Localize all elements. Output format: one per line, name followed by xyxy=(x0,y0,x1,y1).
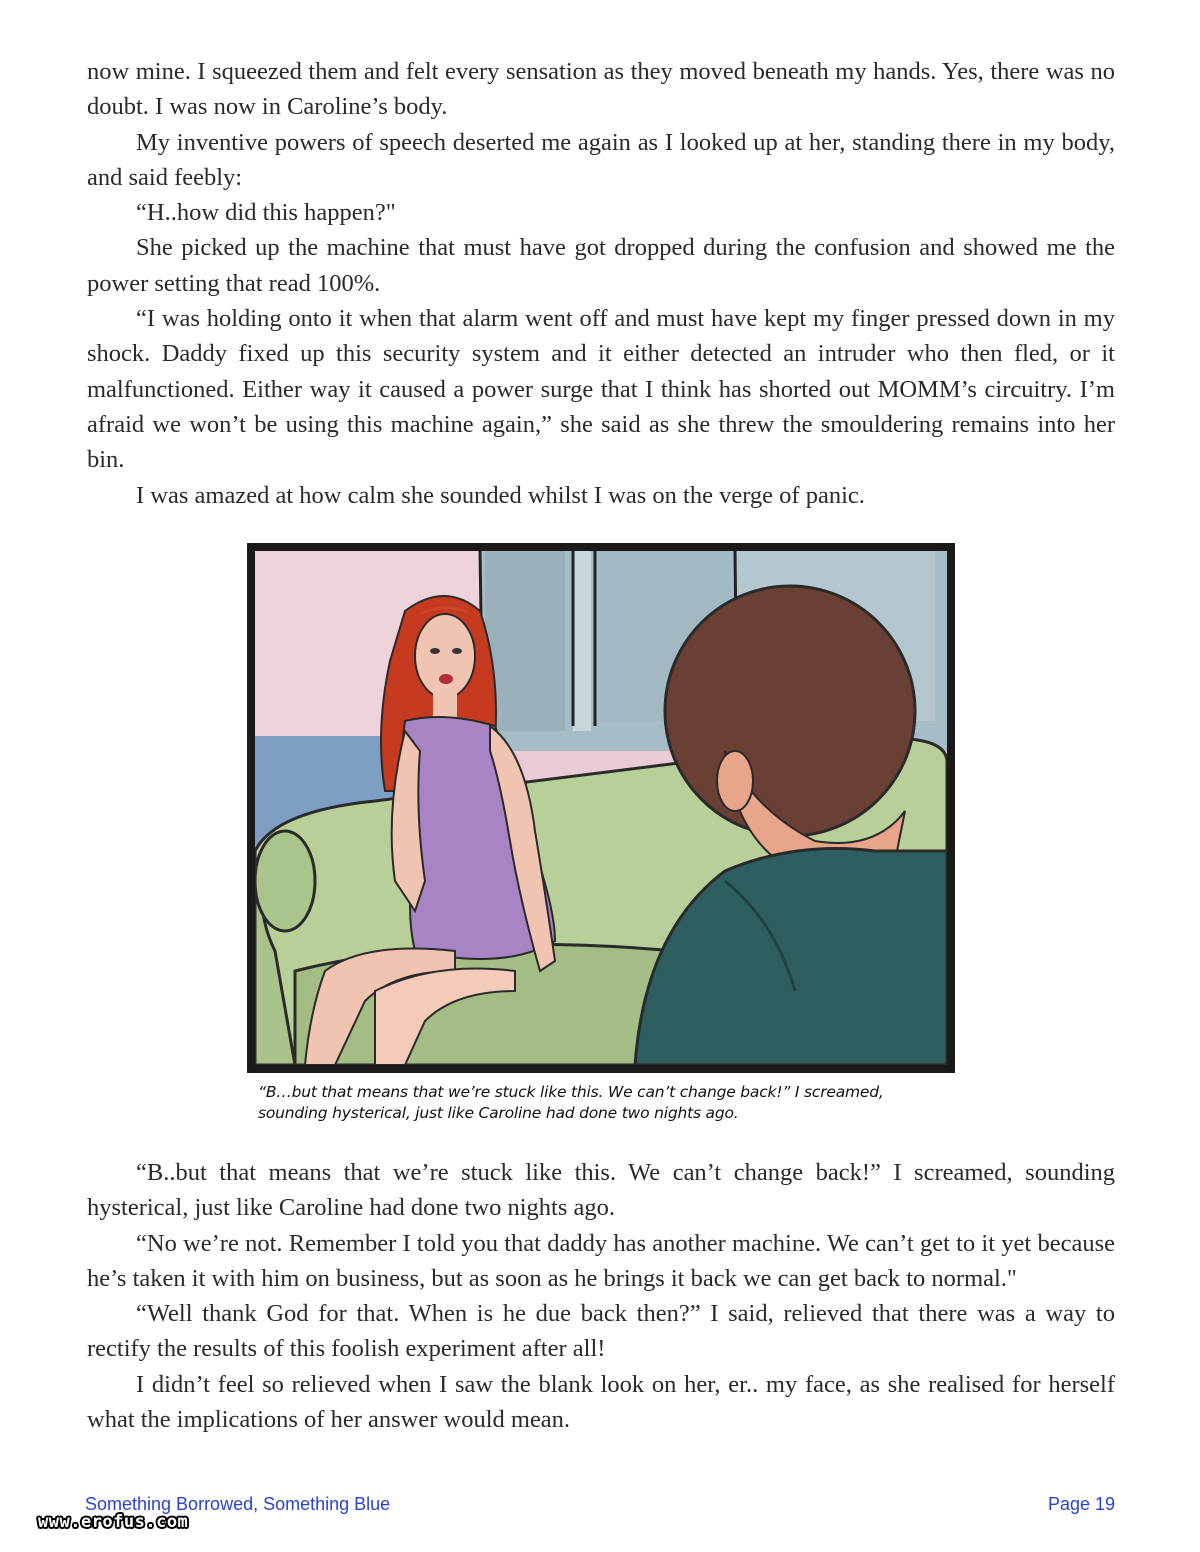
paragraph: I was amazed at how calm she sounded whilst I was on the verge of panic. xyxy=(136,481,865,509)
body-text-top xyxy=(87,54,1115,513)
paragraph: She picked up the machine that must have got dropped during the confusion and showed me the power setting that read 100%. xyxy=(87,234,1115,297)
footer-book-title: Something Borrowed, Something Blue xyxy=(85,1494,391,1514)
paragraph: My inventive powers of speech deserted me again as I looked up at her, standing there in my body, and said feebly: xyxy=(87,128,1115,191)
paragraph: “B..but that means that we’re stuck like this. We can’t change back!” I screamed, sounding hysterical, just like Caroline had done two nights ago. xyxy=(87,1159,1115,1222)
comic-illustration xyxy=(247,543,955,1073)
paragraph: I didn’t feel so relieved when I saw the blank look on her, er.. my face, as she realised for herself what the implications of her answer would mean. xyxy=(87,1370,1115,1434)
body-text-bottom xyxy=(87,1155,1115,1437)
paragraph: “No we’re not. Remember I told you that daddy has another machine. We can’t get to it yet because he’s taken it with him on business, but as soon as he brings it back we can get back to normal." xyxy=(87,1229,1115,1292)
paragraph: “I was holding onto it when that alarm went off and must have kept my finger pressed down in my shock. Daddy fixed up this security system and it either detected an intruder who then fled, or it malfunctioned. Either way it caused a power surge that I think has shorted out MOMM’s circuitry. I’m afraid we won’t be using this machine again,” she said as she threw the smouldering remains into her bin. xyxy=(87,305,1115,474)
comic-scene xyxy=(255,551,947,1065)
paragraph: “H..how did this happen?" xyxy=(136,199,396,227)
watermark: www.erofus.com xyxy=(38,1512,189,1532)
footer-page-number: Page 19 xyxy=(1047,1494,1115,1514)
illustration-caption: “B…but that means that we’re stuck like this. We can’t change back!” I screamed, sounding hysterical, just like Caroline had done two nights ago. xyxy=(258,1083,884,1122)
paragraph: now mine. I squeezed them and felt every sensation as they moved beneath my hands. Yes, there was no doubt. I was now in Caroline’s body. xyxy=(87,58,1115,121)
paragraph: “Well thank God for that. When is he due back then?” I said, relieved that there was a way to rectify the results of this foolish experiment after all! xyxy=(87,1300,1115,1363)
